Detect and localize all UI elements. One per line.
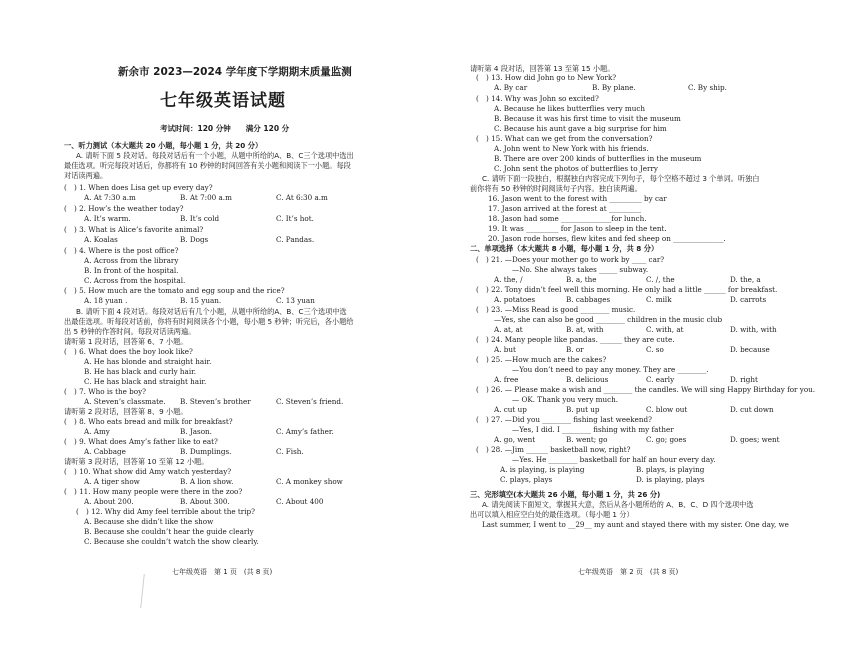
q2-option-c: C. It’s hot. [276, 214, 314, 223]
question-14: ( ) 14. Why was John so excited? [476, 94, 599, 103]
q13-option-b: B. By plane. [592, 83, 636, 92]
q11-option-a: A. About 200. [84, 497, 134, 506]
q8-option-b: B. Jason. [180, 427, 212, 436]
q27-option-d: D. goes; went [730, 435, 780, 444]
q4-option-b: B. In front of the hospital. [84, 266, 179, 275]
q26-option-d: D. cut down [730, 405, 774, 414]
q21-reply: —No. She always takes _____ subway. [512, 265, 649, 274]
right-page [430, 0, 860, 666]
question-1: ( ) 1. When does Lisa get up every day? [64, 183, 213, 192]
question-12: ( ) 12. Why did Amy feel terrible about the trip? [76, 507, 255, 516]
q26-option-c: C. blow out [646, 405, 688, 414]
q3-option-a: A. Koalas [84, 235, 118, 244]
q27-option-a: A. go, went [494, 435, 536, 444]
q28-option-a: A. is playing, is playing [500, 465, 585, 474]
q3-option-c: C. Pandas. [276, 235, 315, 244]
question-24: ( ) 24. Many people like pandas. ______ they are cute. [476, 335, 675, 344]
q13-option-c: C. By ship. [688, 83, 727, 92]
q9-option-a: A. Cabbage [84, 447, 126, 456]
question-11: ( ) 11. How many people were there in the zoo? [64, 487, 243, 496]
passage-first-line: Last summer, I went to __29__ my aunt and stayed there with my sister. One day, we [482, 520, 789, 529]
dialogue-4-note: 请听第 4 段对话，回答第 13 至第 15 小题。 [470, 64, 615, 73]
q1-option-a: A. At 7:30 a.m [84, 193, 136, 202]
question-23: ( ) 23. —Miss Read is good ________ music. [476, 305, 636, 314]
q24-option-c: C. so [646, 345, 664, 354]
q22-option-c: C. milk [646, 295, 672, 304]
question-25: ( ) 25. —How much are the cakes? [476, 355, 607, 364]
exam-info: 考试时间：120 分钟 满分 120 分 [160, 124, 290, 133]
section-2-title: 二、单项选择（本大题共 8 小题，每小题 1 分，共 8 分） [470, 244, 659, 253]
q26-reply: — OK. Thank you very much. [512, 395, 619, 404]
q4-option-c: C. Across from the hospital. [84, 276, 186, 285]
q6-option-c: C. He has black and straight hair. [84, 377, 207, 386]
section-1b-intro-1: B. 请听下面 4 段对话。每段对话后有几个小题，从题中所给的A、B、C三个选项中选 [76, 307, 347, 316]
q14-option-c: C. Because his aunt gave a big surprise for him [494, 124, 667, 133]
section-1a-intro-2: 最佳选项。听完每段对话后，你都将有 10 秒钟的时间回答有关小题和阅读下一小题。每段 [64, 161, 351, 170]
q7-option-a: A. Steven’s classmate. [84, 397, 166, 406]
question-7: ( ) 7. Who is the boy? [64, 387, 147, 396]
q21-option-b: B. a, the [566, 275, 597, 284]
q10-option-c: C. A monkey show [276, 477, 343, 486]
q14-option-b: B. Because it was his first time to visit the museum [494, 114, 681, 123]
q9-option-b: B. Dumplings. [180, 447, 232, 456]
section-1b-intro-2: 出最佳选项。听每段对话前，你将有时间阅读各个小题，每小题 5 秒钟；听完后，各小题给 [64, 317, 354, 326]
question-2: ( ) 2. How’s the weather today? [64, 204, 184, 213]
q26-option-b: B. put up [566, 405, 600, 414]
q21-option-d: D. the, a [730, 275, 761, 284]
q23-option-d: D. with, with [730, 325, 777, 334]
q6-option-a: A. He has blonde and straight hair. [84, 357, 212, 366]
section-1a-intro-3: 对话读两遍。 [64, 171, 108, 180]
section-3-intro-2: 出可以填入相应空白处的最佳选项。（每小题 1 分） [470, 510, 634, 519]
q28-reply: —Yes. He ________ basketball for half an hour every day. [512, 455, 716, 464]
q5-option-b: B. 15 yuan. [180, 296, 222, 305]
section-1c-intro-2: 前你将有 50 秒钟的时间阅读句子内容。独白读两遍。 [470, 184, 642, 193]
q7-option-b: B. Steven’s brother [180, 397, 251, 406]
right-page-footer: 七年级英语 第 2 页 (共 8 页) [578, 568, 679, 576]
q15-option-c: C. John sent the photos of butterflies to Jerry [494, 164, 658, 173]
q25-option-a: A. free [494, 375, 519, 384]
q11-option-b: B. About 300. [180, 497, 230, 506]
q11-option-c: C. About 400 [276, 497, 324, 506]
dialogue-2-note: 请听第 2 段对话，回答第 8、9 小题。 [64, 407, 188, 416]
left-page-footer: 七年级英语 第 1 页 (共 8 页) [172, 568, 273, 576]
section-1c-intro-1: C. 请听下面一段独白，根据独白内容完成下列句子，每个空格不超过 3 个单词。听独白 [482, 174, 760, 183]
question-6: ( ) 6. What does the boy look like? [64, 347, 193, 356]
section-1a-intro-1: A. 请听下面 5 段对话。每段对话后有一个小题，从题中所给的A、B、C三个选项中选出 [76, 151, 354, 160]
q23-option-c: C. with, at [646, 325, 684, 334]
q2-option-b: B. It’s cold [180, 214, 220, 223]
question-4: ( ) 4. Where is the post office? [64, 246, 179, 255]
q27-reply: —Yes, I did. I ________ fishing with my father [512, 425, 674, 434]
pencil-mark [140, 574, 151, 608]
dialogue-3-note: 请听第 3 段对话，回答第 10 至第 12 小题。 [64, 457, 209, 466]
q2-option-a: A. It’s warm. [84, 214, 131, 223]
question-28: ( ) 28. —Jim ______ basketball now, right? [476, 445, 631, 454]
question-27: ( ) 27. —Did you ________ fishing last weekend? [476, 415, 652, 424]
subject-title: 七年级英语试题 [160, 91, 286, 111]
dialogue-1-note: 请听第 1 段对话，回答第 6、7 小题。 [64, 337, 188, 346]
q5-option-a: A. 18 yuan . [84, 296, 128, 305]
q27-option-b: B. went; go [566, 435, 608, 444]
q22-option-d: D. carrots [730, 295, 767, 304]
q23-option-b: B. at, with [566, 325, 604, 334]
q8-option-c: C. Amy’s father. [276, 427, 334, 436]
question-8: ( ) 8. Who eats bread and milk for breakfast? [64, 417, 233, 426]
q23-option-a: A. at, at [494, 325, 523, 334]
q12-option-c: C. Because she couldn’t watch the show clearly. [84, 537, 259, 546]
q23-reply: —Yes, she can also be good ________ children in the music club [494, 315, 723, 324]
q13-option-a: A. By car [494, 83, 528, 92]
q25-option-c: C. early [646, 375, 675, 384]
q28-option-d: D. is playing, plays [636, 475, 705, 484]
q22-option-b: B. cabbages [566, 295, 611, 304]
fill-blank-18: 18. Jason had some ______________for lunch. [488, 214, 647, 223]
q24-option-b: B. or [566, 345, 584, 354]
q24-option-a: A. but [494, 345, 516, 354]
q1-option-b: B. At 7:00 a.m [180, 193, 232, 202]
question-21: ( ) 21. —Does your mother go to work by ____ car? [476, 255, 665, 264]
question-3: ( ) 3. What is Alice’s favorite animal? [64, 225, 204, 234]
section-1b-intro-3: 出 5 秒钟的作答时间。每段对话读两遍。 [64, 327, 196, 336]
question-22: ( ) 22. Tony didn’t feel well this morning. He only had a little ______ for breakfast. [476, 285, 778, 294]
q25-option-b: B. delicious [566, 375, 609, 384]
fill-blank-19: 19. It was _________ for Jason to sleep in the tent. [488, 224, 667, 233]
q10-option-a: A. A tiger show [84, 477, 140, 486]
exam-title: 新余市 2023—2024 学年度下学期期末质量监测 [118, 66, 352, 78]
q8-option-a: A. Amy [84, 427, 110, 436]
q1-option-c: C. At 6:30 a.m [276, 193, 328, 202]
question-13: ( ) 13. How did John go to New York? [476, 73, 617, 82]
q21-option-c: C. /, the [646, 275, 675, 284]
q22-option-a: A. potatoes [494, 295, 536, 304]
fill-blank-20: 20. Jason rode horses, flew kites and fed sheep on ______________. [488, 234, 726, 243]
q9-option-c: C. Fish. [276, 447, 304, 456]
q12-option-a: A. Because she didn’t like the show [84, 517, 214, 526]
question-26: ( ) 26. — Please make a wish and ________ the candles. We will sing Happy Birthday for you. [476, 385, 816, 394]
q5-option-c: C. 13 yuan [276, 296, 315, 305]
q21-option-a: A. the, / [494, 275, 523, 284]
question-5: ( ) 5. How much are the tomato and egg soup and the rice? [64, 286, 285, 295]
q12-option-b: B. Because she couldn’t hear the guide clearly [84, 527, 254, 536]
q3-option-b: B. Dogs [180, 235, 209, 244]
q28-option-c: C. plays, plays [500, 475, 553, 484]
question-9: ( ) 9. What does Amy’s father like to eat? [64, 437, 218, 446]
q4-option-a: A. Across from the library [84, 256, 179, 265]
q14-option-a: A. Because he likes butterflies very much [494, 104, 646, 113]
fill-blank-17: 17. Jason arrived at the forest at _________ [488, 204, 642, 213]
q10-option-b: B. A lion show. [180, 477, 234, 486]
q7-option-c: C. Steven’s friend. [276, 397, 344, 406]
section-3-title: 三、完形填空(本大题共 26 小题，每小题 1 分，共 26 分) [470, 490, 661, 499]
question-15: ( ) 15. What can we get from the conversation? [476, 134, 653, 143]
q6-option-b: B. He has black and curly hair. [84, 367, 197, 376]
question-10: ( ) 10. What show did Amy watch yesterday? [64, 467, 232, 476]
q28-option-b: B. plays, is playing [636, 465, 705, 474]
q25-reply: —You don’t need to pay any money. They are ________. [512, 365, 709, 374]
fill-blank-16: 16. Jason went to the forest with _________ by car [488, 194, 667, 203]
q27-option-c: C. go; goes [646, 435, 687, 444]
q26-option-a: A. cut up [494, 405, 527, 414]
section-1-title: 一、听力测试（本大题共 20 小题，每小题 1 分，共 20 分） [64, 141, 263, 150]
q24-option-d: D. because [730, 345, 770, 354]
q25-option-d: D. right [730, 375, 758, 384]
q15-option-a: A. John went to New York with his friends. [494, 144, 649, 153]
q15-option-b: B. There are over 200 kinds of butterflies in the museum [494, 154, 702, 163]
section-3-intro-1: A. 请先阅读下面短文，掌握其大意，然后从各小题所给的 A、B、C、D 四个选项中选 [482, 500, 754, 509]
